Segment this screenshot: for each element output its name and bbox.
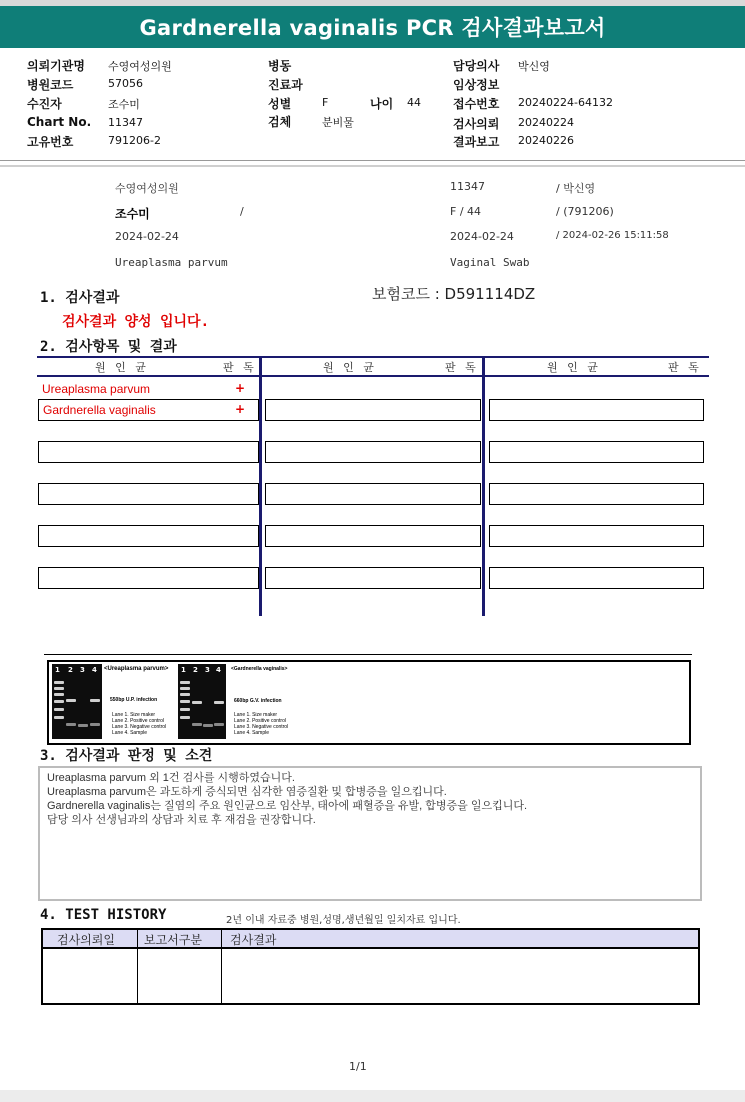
gel-right-legend-1: Lane 1. Size maker [234,712,278,718]
summary-doctor: / 박신영 [556,182,596,195]
history-header-rule [43,947,698,949]
gel-left-title: <Ureaplasma parvum> [104,666,169,672]
gel-band [180,687,190,690]
unique-id-label: 고유번호 [27,135,74,149]
clinic-label: 의뢰기관명 [27,59,85,73]
gel-band [203,724,213,727]
summary-test-name: Ureaplasma parvum [115,256,228,269]
history-col-divider-2 [221,930,222,1003]
gel-band [66,723,76,726]
gel-right-legend-3: Lane 3. Negative control [234,724,289,730]
gel-right-legend-4: Lane 4. Sample [234,730,270,736]
col-header-result-2: 판 독 [445,361,479,374]
gel-band [214,723,224,726]
gel-lane-1: 1 [181,666,186,674]
result-cell-empty [265,399,481,421]
history-col-report-type: 보고서구분 [144,933,202,947]
gel-band [90,723,100,726]
specimen-label: 검체 [268,115,292,129]
hospital-code-value: 57056 [108,77,143,90]
gel-left-legend-4: Lane 4. Sample [112,730,148,736]
sex-label: 성별 [268,97,292,111]
summary-report-datetime: / 2024-02-26 15:11:58 [556,230,669,241]
summary-patient-name: 조수미 [115,207,150,221]
hospital-code-label: 병원코드 [27,78,74,92]
gel-band [192,701,202,704]
result-cell-empty [265,483,481,505]
result-name-1: Ureaplasma parvum [42,382,151,396]
result-text: 검사결과 양성 입니다. [62,314,210,330]
insurance-code: 보험코드 : D591114DZ [372,285,536,303]
gel-lane-4: 4 [216,666,221,674]
grid-divider-2 [482,356,485,616]
section3-title: 3. 검사결과 판정 및 소견 [40,748,213,764]
history-col-result: 검사결과 [230,933,277,947]
col-header-result-1: 판 독 [223,361,257,374]
request-date-value: 20240224 [518,116,574,129]
gel-left-legend-3: Lane 3. Negative control [112,724,167,730]
result-cell-empty [38,441,259,463]
section4-title: 4. TEST HISTORY [40,907,167,923]
summary-request-date: 2024-02-24 [115,230,179,243]
doctor-label: 담당의사 [453,59,500,73]
finding-line-3: Gardnerella vaginalis는 질염의 주요 원인균으로 임산부, 태아에 패혈증을 유발, 합병증을 일으킵니다. [47,800,528,812]
gel-band [214,701,224,704]
age-label: 나이 [370,97,394,111]
gel-lane-2: 2 [68,666,73,674]
clinical-info-label: 임상정보 [453,78,500,92]
bottom-border [0,1090,745,1102]
gel-band [180,693,190,696]
gel-right-band-label: 660bp G.V. infection [234,698,282,704]
gel-left-legend-2: Lane 2. Positive control [112,718,164,724]
chart-no-value: 11347 [108,116,143,129]
col-header-pathogen-2: 원 인 균 [323,361,377,374]
result-cell-empty [38,567,259,589]
summary-specimen: Vaginal Swab [450,256,530,269]
report-date-label: 결과보고 [453,135,500,149]
finding-line-1: Ureaplasma parvum 외 1건 검사를 시행하였습니다. [47,772,295,784]
gel-band [180,716,190,719]
col-header-pathogen-1: 원 인 균 [95,361,149,374]
gel-lane-3: 3 [205,666,210,674]
patient-label: 수진자 [27,97,62,111]
gel-right-legend-2: Lane 2. Positive control [234,718,286,724]
result-cell-empty [489,441,704,463]
result-cell-empty [489,483,704,505]
result-cell-empty [489,525,704,547]
sex-value: F [322,96,329,109]
result-cell-empty [265,567,481,589]
gel-band [54,681,64,684]
summary-slash: / [240,205,244,218]
header-divider-shadow [0,165,745,167]
gel-lane-4: 4 [92,666,97,674]
summary-clinic: 수영여성의원 [115,182,179,195]
clinic-value: 수영여성의원 [108,60,172,73]
unique-id-value: 791206-2 [108,134,161,147]
gel-left-band-label: 550bp U.P. infection [110,697,158,703]
dept-label: 진료과 [268,78,303,92]
finding-line-2: Ureaplasma parvum은 과도하게 증식되면 심각한 염증질환 및 합병증을 일으킵니다. [47,786,447,798]
result-value-2: + [235,402,246,416]
finding-line-4: 담당 의사 선생님과의 상담과 치료 후 재검을 권장합니다. [47,814,316,826]
result-cell-empty [265,525,481,547]
history-col-request-date: 검사의뢰일 [57,933,115,947]
receipt-no-value: 20240224-64132 [518,96,613,109]
gel-band [78,724,88,727]
specimen-value: 분비물 [322,116,354,129]
gel-band [54,693,64,696]
result-value-1: + [235,381,246,395]
header-divider [0,160,745,161]
chart-no-label: Chart No. [27,115,92,129]
gel-band [54,708,64,711]
summary-id: / (791206) [556,205,614,218]
grid-top-line [37,356,709,358]
report-title: Gardnerella vaginalis PCR 검사결과보고서 [0,6,745,48]
summary-chart-no: 11347 [450,180,485,193]
gel-lane-1: 1 [55,666,60,674]
page-number: 1/1 [349,1060,367,1073]
summary-sex-age: F / 44 [450,205,482,218]
gel-right-title: <Gardnerella vaginalis> [231,666,288,672]
gel-band [180,700,190,703]
gel-lane-3: 3 [80,666,85,674]
age-value: 44 [407,96,421,109]
gel-band [54,700,64,703]
result-cell-empty [265,441,481,463]
section2-title: 2. 검사항목 및 결과 [40,339,177,355]
report-date-value: 20240226 [518,134,574,147]
gel-band [192,723,202,726]
result-cell-empty [38,483,259,505]
gel-band [180,681,190,684]
result-cell-empty [38,525,259,547]
gel-band [66,699,76,702]
gel-band [54,687,64,690]
result-cell-empty [489,567,704,589]
history-table-header [43,930,698,947]
gel-band [54,716,64,719]
section1-title: 1. 검사결과 [40,290,120,306]
gel-lane-2: 2 [193,666,198,674]
grid-header-line [37,375,709,377]
col-header-result-3: 판 독 [668,361,702,374]
gel-left-legend-1: Lane 1. Size maker [112,712,156,718]
col-header-pathogen-3: 원 인 균 [547,361,601,374]
request-date-label: 검사의뢰 [453,117,500,131]
result-name-2: Gardnerella vaginalis [43,403,156,417]
gel-top-rule [44,654,692,655]
history-col-divider-1 [137,930,138,1003]
grid-divider-1 [259,356,262,616]
patient-value: 조수미 [108,98,140,111]
result-cell-empty [489,399,704,421]
gel-band [180,708,190,711]
ward-label: 병동 [268,59,292,73]
doctor-value: 박신영 [518,60,550,73]
history-note: 2년 이내 자료중 병원,성명,생년월일 일치자료 입니다. [226,915,461,926]
receipt-no-label: 접수번호 [453,97,500,111]
summary-receive-date: 2024-02-24 [450,230,514,243]
gel-band [90,699,100,702]
